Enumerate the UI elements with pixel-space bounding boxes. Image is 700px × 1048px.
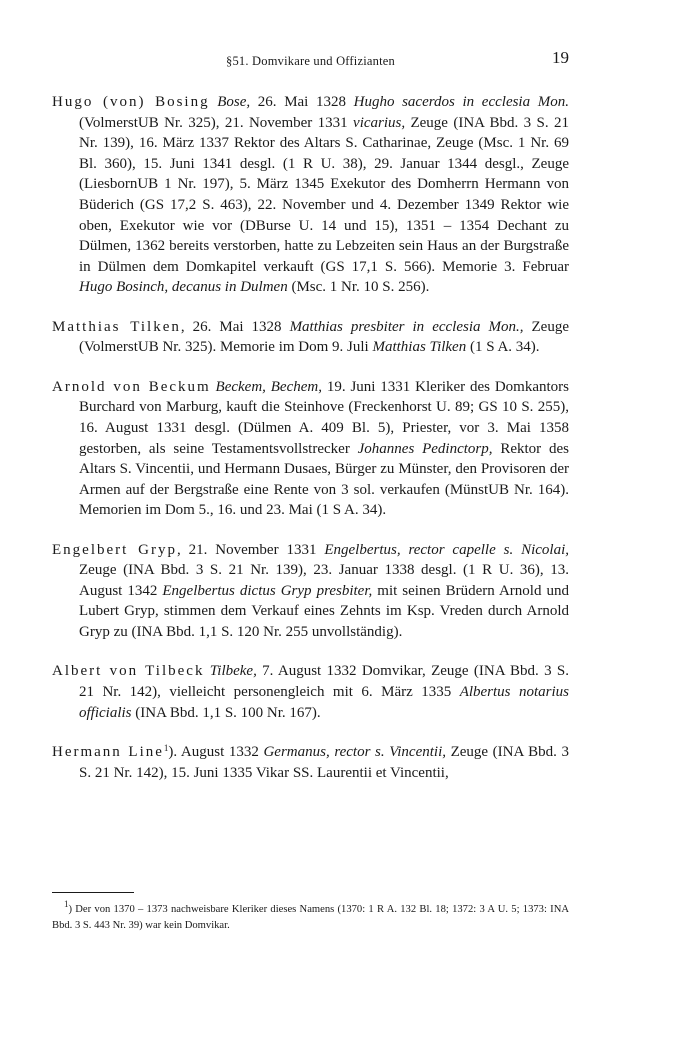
footnote-ref: 1 [163, 743, 169, 754]
entry [52, 317, 569, 358]
entry-body [79, 94, 569, 295]
running-head: §51. Domvikare und Offizianten [226, 54, 395, 68]
footnote-marker: 1 [64, 899, 69, 909]
entry-name: Hugo (von) Bosing [52, 94, 210, 110]
entry-text: Zeuge (INA Bbd. 3 S. 21 Nr. 142), 15. Juni 1335 Vikar SS. Laurentii et Vincentii, [79, 744, 569, 781]
italic-quote: Bose, [217, 94, 251, 110]
page-header [52, 44, 569, 70]
entry-text: Zeuge (VolmerstUB Nr. 325). Memorie im Dom 9. Juli [79, 318, 569, 356]
italic-quote: vicarius, [353, 114, 406, 131]
entry [52, 661, 569, 723]
entry-text: (Msc. 1 Nr. 10 S. 256). [287, 279, 430, 296]
entry-text: 7. August 1332 Domvikar, Zeuge (INA Bbd. 3 S. 21 Nr. 142), vielleicht personengleich mit 6. März 1335 [79, 663, 569, 701]
page-number: 19 [552, 48, 569, 67]
entry [52, 742, 569, 783]
entry-text: Rektor des Altars S. Vincentii, und Hermann Dusaes, Bürger zu Münster, den Provisoren der Armen auf der Bergstraße eine Rente von 3 sol. verkaufen (MünstUB Nr. 164). Memorien im Dom 5., 16. und 23. Mai (1 S A. 34). [79, 440, 569, 519]
entry [52, 540, 569, 643]
italic-quote: Albertus notarius officialis [79, 684, 569, 721]
entry-text: Zeuge (INA Bbd. 3 S. 21 Nr. 139), 23. Januar 1338 desgl. (1 R U. 36), 13. August 1342 [79, 562, 569, 599]
italic-quote: Germanus, rector s. Vincentii, [263, 744, 446, 761]
footnote-text: ) Der von 1370 – 1373 nachweisbare Kleriker dieses Namens (1370: 1 R A. 132 Bl. 18; 1372: 3 A U. 5; 1373: INA Bbd. 3 S. 443 Nr. 39) war kein Domvikar. [52, 904, 569, 931]
italic-quote: Johannes Pedinctorp, [357, 440, 493, 457]
italic-quote: Matthias presbiter in ecclesia Mon., [289, 318, 524, 335]
entry-text: , 26. Mai 1328 [180, 318, 290, 335]
italic-quote: Matthias Tilken [372, 339, 467, 356]
entry [52, 92, 569, 298]
entry-name: Hermann Line [52, 744, 164, 761]
footnote-rule [52, 892, 134, 893]
italic-quote: Tilbeke, [209, 663, 257, 680]
entry-text: 19. Juni 1331 Kleriker des Domkantors Burchard von Marburg, kauft die Steinhove (Freckenhorst U. 89; GS 10 S. 255), 16. August 1331 desgl. (Dülmen A. 409 Bl. 5), Priester, vor 3. Mai 1358 gestorben, als seine Testamentsvollstrecker [79, 378, 569, 457]
italic-quote: Hugho sacerdos in ecclesia Mon. [353, 94, 569, 110]
entry-text: (1 S A. 34). [466, 339, 540, 356]
entry-text: (INA Bbd. 1,1 S. 100 Nr. 167). [131, 704, 321, 721]
entry-text: Zeuge (INA Bbd. 3 S. 21 Nr. 139), 16. März 1337 Rektor des Altars S. Catharinae, Zeuge (Msc. 1 Nr. 69 Bl. 360), 15. Juni 1341 desgl. (1 R U. 38), 29. Januar 1344 desgl., Zeuge (LiesbornUB 1 Nr. 197), 5. März 1345 Exekutor des Domherrn Hermann von Büderich (GS 17,2 S. 463), 22. November und 4. Dezember 1349 Rektor wie oben, Exekutor wie vor (DBurse U. 14 und 15), 1351 – 1354 Dechant zu Dülmen, 1362 bereits verstorben, hatte zu Lebzeiten sein Haus an der Burgstraße in Dülmen dem Domkapitel verkauft (GS 17,1 S. 566). Memorie 3. Februar [79, 114, 570, 275]
entry-text: mit seinen Brüdern Arnold und Lubert Gryp, stimmen dem Verkauf eines Zehnts im Ksp. Vreden durch Arnold Gryp zu (INA Bbd. 1,1 S. 120 Nr. 255 unvollständig). [79, 582, 569, 641]
entry-text: (VolmerstUB Nr. 325), 21. November 1331 [79, 114, 354, 131]
entry [52, 377, 569, 521]
entry-name: Engelbert Gryp [52, 541, 178, 558]
entry-name: Albert von Tilbeck [52, 663, 205, 680]
entry-text: 26. Mai 1328 [250, 94, 354, 110]
entry-text: ). August 1332 [168, 744, 264, 761]
italic-quote: Hugo Bosinch, decanus in Dulmen [79, 279, 288, 296]
entry-text: , 21. November 1331 [177, 541, 325, 558]
footnote [52, 899, 569, 934]
entry-list [52, 92, 569, 783]
entry-name: Arnold von Beckum [52, 378, 211, 395]
italic-quote: Engelbertus dictus Gryp presbiter, [162, 582, 373, 599]
italic-quote: Beckem, Bechem, [215, 378, 322, 395]
italic-quote: Engelbertus, rector capelle s. Nicolai, [324, 541, 570, 558]
entry-body [79, 379, 569, 519]
entry-name: Matthias Tilken [52, 318, 181, 335]
